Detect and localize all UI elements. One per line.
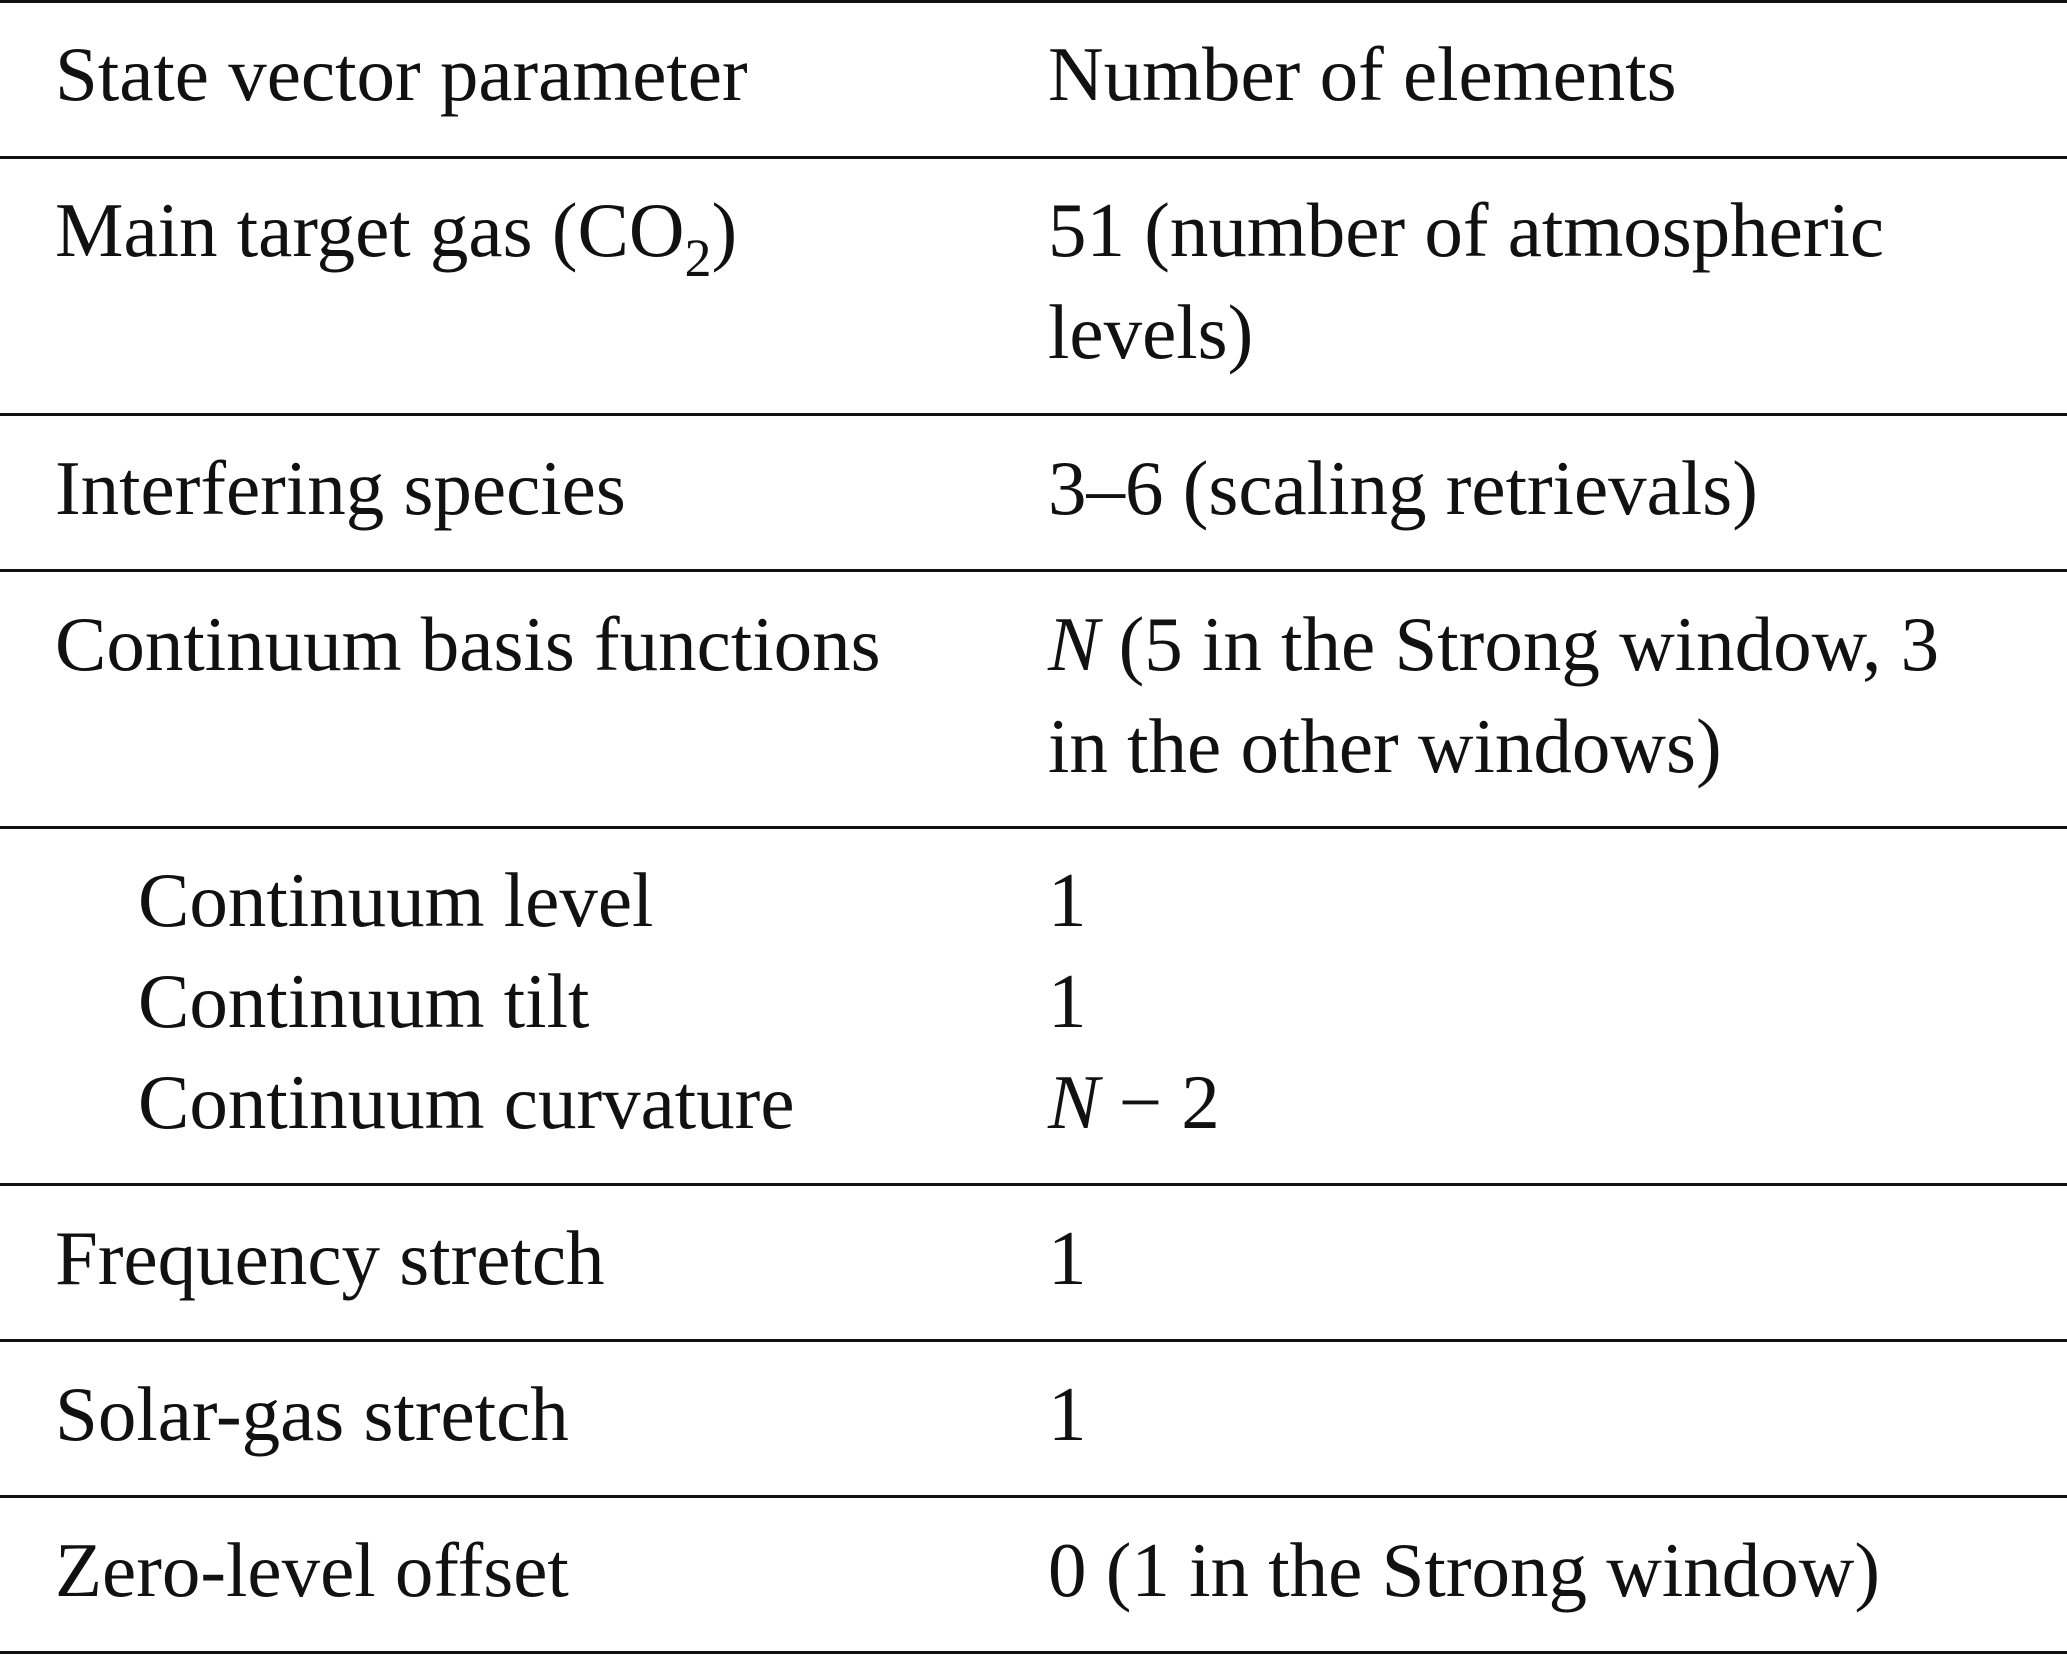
count-text: (5 in the Strong window, 3 — [1099, 601, 1940, 687]
row-rule — [0, 1339, 2067, 1342]
bottom-rule — [0, 1651, 2067, 1654]
row-count: 1 — [1048, 1371, 1087, 1457]
row-count: levels) — [1048, 289, 1254, 375]
row-parameter: Continuum basis functions — [55, 601, 881, 687]
row-rule — [0, 1183, 2067, 1186]
row-parameter: Frequency stretch — [55, 1215, 605, 1301]
row-count: in the other windows) — [1048, 703, 1722, 789]
row-parameter: Continuum tilt — [138, 958, 590, 1044]
row-parameter: Continuum level — [138, 857, 654, 943]
row-rule — [0, 826, 2067, 829]
count-text: − 2 — [1099, 1059, 1220, 1145]
param-text: ) — [711, 187, 738, 273]
row-parameter: Interfering species — [55, 445, 626, 531]
row-count: 1 — [1048, 1215, 1087, 1301]
row-rule — [0, 1495, 2067, 1498]
top-rule — [0, 0, 2067, 3]
row-count: 3–6 (scaling retrievals) — [1048, 445, 1758, 531]
header-elements: Number of elements — [1048, 31, 1677, 117]
row-parameter: Solar-gas stretch — [55, 1371, 569, 1457]
row-parameter — [55, 180, 737, 288]
row-count: 0 (1 in the Strong window) — [1048, 1527, 1880, 1613]
row-rule — [0, 413, 2067, 416]
row-count: 1 — [1048, 857, 1087, 943]
row-count: 1 — [1048, 958, 1087, 1044]
row-rule — [0, 569, 2067, 572]
row-count: 51 (number of atmospheric — [1048, 187, 1885, 273]
row-count — [1048, 594, 1939, 694]
row-parameter: Continuum curvature — [138, 1059, 795, 1145]
param-text: Main target gas (CO — [55, 187, 685, 273]
header-parameter: State vector parameter — [55, 31, 748, 117]
row-parameter: Zero-level offset — [55, 1527, 569, 1613]
subscript: 2 — [684, 228, 712, 288]
variable-n: N — [1048, 1059, 1100, 1145]
row-count — [1048, 1052, 1220, 1152]
header-rule — [0, 156, 2067, 159]
variable-n: N — [1048, 601, 1100, 687]
